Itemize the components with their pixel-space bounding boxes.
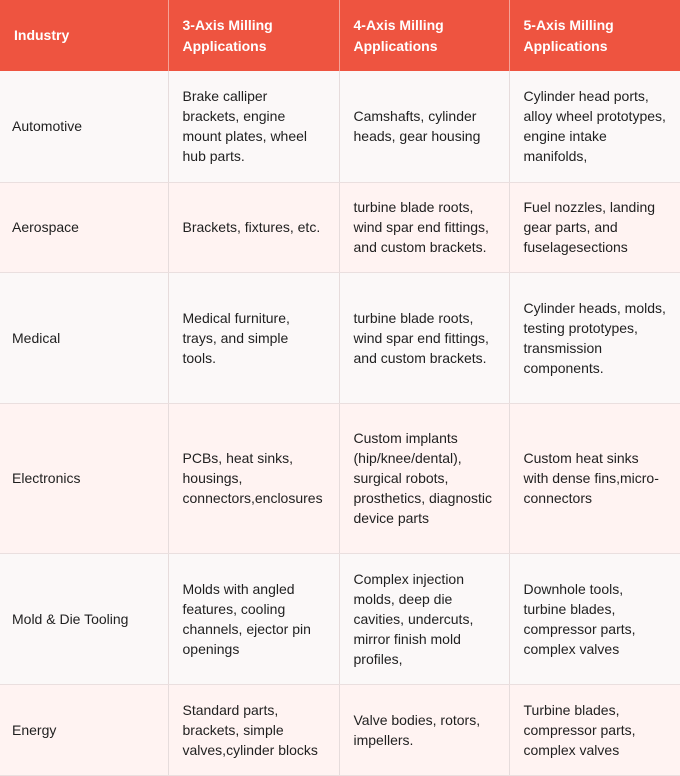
industry-cell: Mold & Die Tooling (0, 553, 168, 684)
industry-cell: Energy (0, 684, 168, 775)
industry-cell: Aerospace (0, 182, 168, 272)
5-axis-cell: Custom heat sinks with dense fins,micro-connectors (509, 403, 680, 553)
3-axis-cell: Molds with angled features, cooling channels, ejector pin openings (168, 553, 339, 684)
industry-cell: Automotive (0, 71, 168, 182)
header-3-axis: 3-Axis Milling Applications (168, 0, 339, 71)
table-row (0, 553, 680, 684)
5-axis-cell: Cylinder heads, molds, testing prototypes, transmission components. (509, 272, 680, 403)
header-4-axis: 4-Axis Milling Applications (339, 0, 509, 71)
table-row (0, 403, 680, 553)
table-row (0, 71, 680, 182)
5-axis-cell: Downhole tools, turbine blades, compressor parts, complex valves (509, 553, 680, 684)
table-header-row (0, 0, 680, 71)
header-industry: Industry (0, 0, 168, 71)
4-axis-cell: turbine blade roots, wind spar end fittings, and custom brackets. (339, 182, 509, 272)
table-row (0, 684, 680, 775)
3-axis-cell: Standard parts, brackets, simple valves,cylinder blocks (168, 684, 339, 775)
industry-cell: Electronics (0, 403, 168, 553)
4-axis-cell: turbine blade roots, wind spar end fittings, and custom brackets. (339, 272, 509, 403)
table-row (0, 182, 680, 272)
3-axis-cell: Medical furniture, trays, and simple tools. (168, 272, 339, 403)
industry-cell: Medical (0, 272, 168, 403)
3-axis-cell: Brackets, fixtures, etc. (168, 182, 339, 272)
5-axis-cell: Turbine blades, compressor parts, complex valves (509, 684, 680, 775)
5-axis-cell: Cylinder head ports, alloy wheel prototypes, engine intake manifolds, (509, 71, 680, 182)
4-axis-cell: Valve bodies, rotors, impellers. (339, 684, 509, 775)
4-axis-cell: Camshafts, cylinder heads, gear housing (339, 71, 509, 182)
3-axis-cell: PCBs, heat sinks, housings, connectors,enclosures (168, 403, 339, 553)
table-row (0, 272, 680, 403)
header-5-axis: 5-Axis Milling Applications (509, 0, 680, 71)
4-axis-cell: Custom implants (hip/knee/dental), surgical robots, prosthetics, diagnostic device parts (339, 403, 509, 553)
5-axis-cell: Fuel nozzles, landing gear parts, and fuselagesections (509, 182, 680, 272)
4-axis-cell: Complex injection molds, deep die cavities, undercuts, mirror finish mold profiles, (339, 553, 509, 684)
3-axis-cell: Brake calliper brackets, engine mount plates, wheel hub parts. (168, 71, 339, 182)
